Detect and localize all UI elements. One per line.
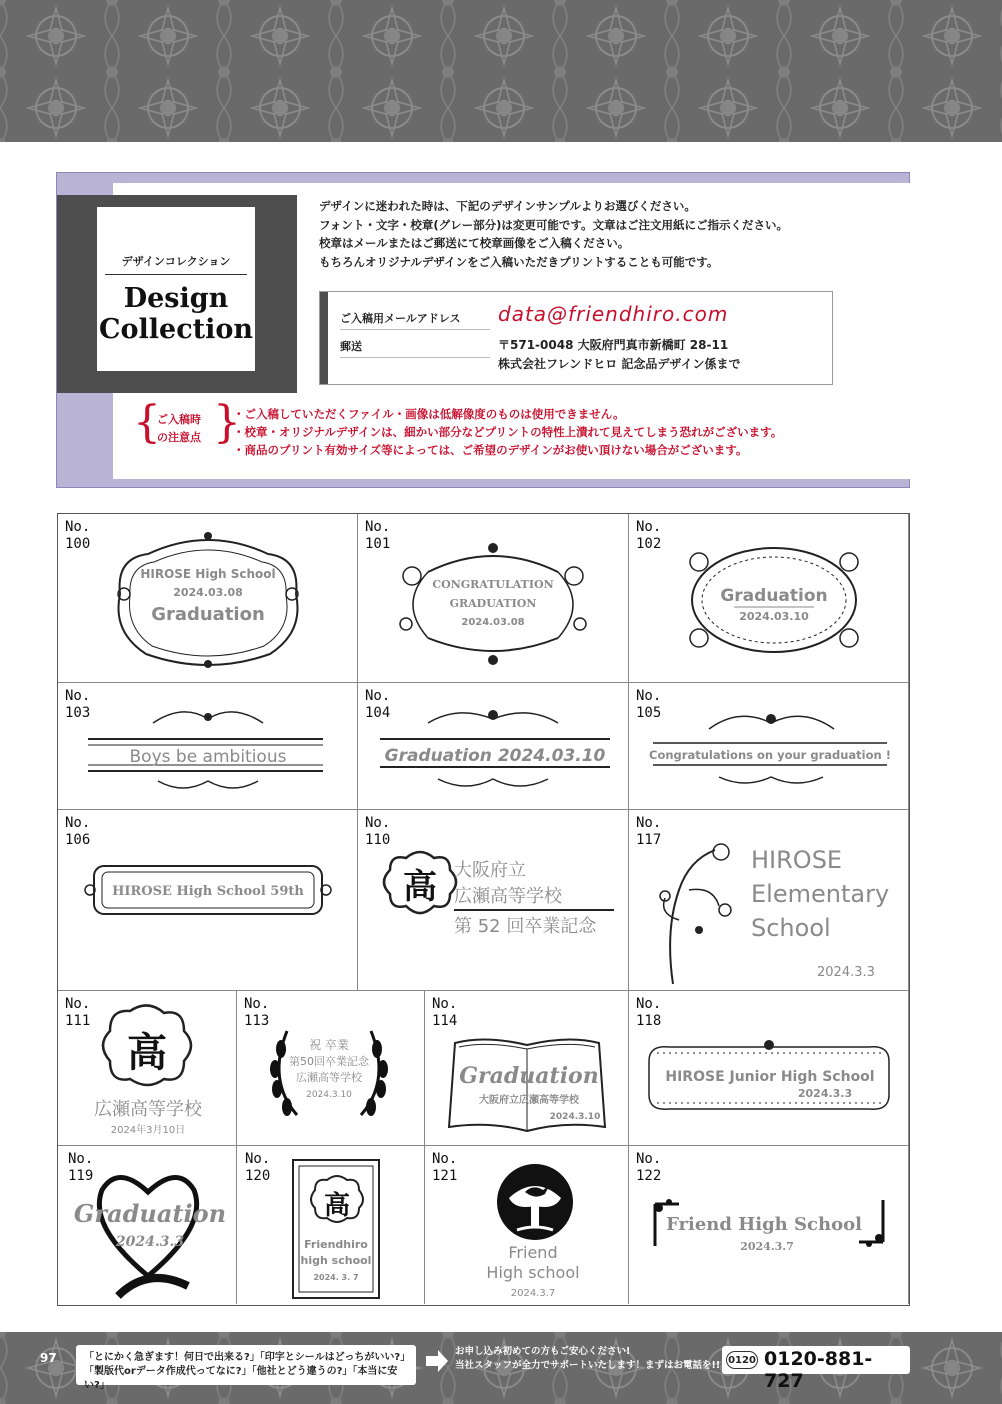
postal-address: [498, 336, 741, 374]
design-100[interactable]: [58, 514, 358, 683]
phone-number[interactable]: 0120-881-727: [764, 1348, 873, 1392]
emblem-kanji: 高: [323, 1191, 351, 1221]
design-text: 広瀬高等学校: [454, 886, 562, 907]
design-text: High school: [486, 1263, 580, 1282]
design-text: 2024.3.3: [115, 1234, 185, 1250]
design-text: 第 52 回卒業記念: [454, 916, 597, 937]
design-122[interactable]: [629, 1146, 909, 1304]
design-text: 2024.3.10: [306, 1090, 352, 1100]
design-111-art: [58, 991, 237, 1146]
title-jp: デザインコレクション: [105, 253, 247, 275]
design-text: 広瀬高等学校: [296, 1071, 362, 1084]
design-number: No. 118: [636, 996, 662, 1029]
design-118-art: [629, 991, 909, 1146]
design-text: 2024.3.7: [740, 1240, 794, 1253]
design-text: HIROSE High School: [140, 567, 276, 581]
notes-list: [233, 405, 782, 459]
design-number: No. 104: [365, 688, 391, 721]
design-102-art: [629, 514, 909, 683]
design-117[interactable]: [629, 810, 909, 991]
arrow-right-icon: [424, 1348, 450, 1374]
title-box: [57, 195, 297, 393]
header-pattern: [0, 0, 1002, 142]
design-number: No. 122: [636, 1151, 662, 1184]
design-text: high school: [300, 1254, 372, 1267]
design-text: CONGRATULATION: [432, 578, 554, 591]
intro-line: 校章はメールまたはご郵送にて校章画像をご入稿ください。: [319, 236, 630, 250]
design-103-art: [58, 683, 358, 810]
design-119-art: [58, 1146, 237, 1304]
emblem-kanji: 高: [403, 867, 437, 907]
damask-pattern-icon: [0, 0, 1002, 142]
faq-line: 「製版代orデータ作成代ってなに?」「他社とどう違うの?」「本当に安い?」: [84, 1366, 398, 1391]
design-113[interactable]: [237, 991, 425, 1146]
design-grid: [57, 513, 910, 1306]
note-item: ・ご入稿していただくファイル・画像は低解像度のものは使用できません。: [233, 407, 625, 421]
design-text: Graduation: [151, 604, 265, 625]
design-number: No. 105: [636, 688, 662, 721]
support-message: [455, 1345, 720, 1373]
design-text: Graduation: [459, 1063, 599, 1089]
intro-line: デザインに迷われた時は、下記のデザインサンプルよりお選びください。: [319, 199, 696, 213]
note-item: ・校章・オリジナルデザインは、細かい部分などプリントの特性上潰れて見えてしまう恐れがございます。: [233, 425, 783, 439]
design-text: Friendhiro: [304, 1238, 368, 1251]
design-121-art: [425, 1146, 629, 1304]
design-number: No. 111: [65, 996, 91, 1029]
post-label: 郵送: [340, 338, 490, 358]
design-121[interactable]: [425, 1146, 629, 1304]
design-text: 2024.03.10: [739, 610, 809, 623]
email-address[interactable]: data@friendhiro.com: [498, 302, 729, 326]
design-text: 2024.3.3: [797, 1087, 853, 1100]
faq-line: 「とにかく急ぎます！何日で出来る?」「印字とシールはどっちがいい?」: [84, 1352, 411, 1363]
sakura-emblem-icon: [311, 1176, 363, 1222]
right-brace-icon: }: [213, 397, 241, 448]
design-114[interactable]: [425, 991, 629, 1146]
design-text: 2024.3.10: [549, 1112, 601, 1122]
design-text: HIROSE High School 59th: [112, 884, 304, 899]
notes-label-line1: ご入稿時: [157, 413, 201, 426]
design-text: Friend High School: [666, 1214, 862, 1235]
design-110-art: [358, 810, 629, 991]
design-number: No. 100: [65, 519, 91, 552]
design-number: No. 103: [65, 688, 91, 721]
design-text: Graduation 2024.03.10: [384, 746, 606, 766]
design-text: 2024.3.7: [510, 1288, 556, 1299]
intro-panel: [56, 172, 910, 488]
design-text: Congratulations on your graduation !: [649, 748, 891, 762]
design-text: 2024. 3. 7: [313, 1273, 359, 1282]
design-101-art: [358, 514, 629, 683]
design-101[interactable]: [358, 514, 629, 683]
design-111[interactable]: [58, 991, 237, 1146]
design-100-art: [58, 514, 358, 683]
support-line: 当社スタッフが全力でサポートいたします！まずはお電話を!!: [455, 1360, 721, 1371]
design-103[interactable]: [58, 683, 358, 810]
design-106-art: [58, 810, 358, 991]
title-en: [97, 283, 255, 345]
design-104[interactable]: [358, 683, 629, 810]
design-number: No. 102: [636, 519, 662, 552]
faq-box: [76, 1345, 416, 1391]
design-117-art: [629, 810, 909, 991]
design-113-art: [237, 991, 425, 1146]
design-106[interactable]: [58, 810, 358, 991]
design-text: Boys be ambitious: [129, 747, 287, 767]
design-number: No. 121: [432, 1151, 458, 1184]
design-120[interactable]: [237, 1146, 425, 1304]
intro-line: もちろんオリジナルデザインをご入稿いただきプリントすることも可能です。: [319, 254, 719, 269]
design-110[interactable]: [358, 810, 629, 991]
design-118[interactable]: [629, 991, 909, 1146]
design-text: 第50回卒業記念: [289, 1055, 369, 1068]
support-line: お申し込み初めての方もご安心ください!: [455, 1346, 631, 1357]
design-number: No. 120: [245, 1151, 271, 1184]
design-text: School: [751, 914, 831, 942]
design-122-art: [629, 1146, 909, 1304]
design-text: 2024.3.3: [817, 965, 875, 980]
notes-label: [149, 411, 209, 447]
intro-text: [319, 197, 788, 271]
design-number: No. 110: [365, 815, 391, 848]
title-en-line2: Collection: [99, 314, 253, 345]
design-105[interactable]: [629, 683, 909, 810]
title-card: [97, 207, 255, 371]
design-number: No. 117: [636, 815, 662, 848]
design-119[interactable]: [58, 1146, 237, 1304]
design-number: No. 113: [244, 996, 270, 1029]
design-text: HIROSE: [751, 846, 843, 874]
contact-bar: [320, 292, 328, 384]
address-line1: 〒571-0048 大阪府門真市新橋町 28-11: [498, 338, 729, 352]
design-text: GRADUATION: [449, 597, 537, 610]
design-104-art: [358, 683, 629, 810]
freedial-icon: 0120: [726, 1351, 758, 1369]
design-number: No. 101: [365, 519, 391, 552]
design-text: Elementary: [751, 880, 890, 908]
sakura-emblem-icon: [384, 852, 456, 913]
design-text: 2024年3月10日: [110, 1125, 186, 1136]
intro-line: フォント・文字・校章(グレー部分)は変更可能です。文章はご注文用紙にご指示ください。: [319, 217, 789, 232]
design-text: 2024.03.08: [173, 586, 243, 599]
contact-box: [319, 291, 833, 385]
design-number: No. 106: [65, 815, 91, 848]
design-number: No. 114: [432, 996, 458, 1029]
design-number: No. 119: [68, 1151, 94, 1184]
sakura-emblem-icon: [103, 1005, 191, 1085]
phone-box[interactable]: [722, 1346, 910, 1392]
address-line2: 株式会社フレンドヒロ 記念品デザイン係まで: [498, 357, 741, 371]
design-text: 大阪府立: [454, 860, 526, 881]
notes-label-line2: の注意点: [157, 431, 201, 444]
design-114-art: [425, 991, 629, 1146]
design-105-art: [629, 683, 909, 810]
email-label: ご入稿用メールアドレス: [340, 310, 490, 330]
design-102[interactable]: [629, 514, 909, 683]
left-brace-icon: {: [133, 397, 161, 448]
design-120-art: [237, 1146, 425, 1304]
design-text: Graduation: [720, 586, 828, 606]
note-item: ・商品のプリント有効サイズ等によっては、ご希望のデザインがお使い頂けない場合がございます。: [233, 443, 748, 457]
tree-bird-emblem-icon: [497, 1164, 573, 1240]
emblem-kanji: 高: [127, 1030, 167, 1076]
design-text: 祝 卒業: [309, 1038, 349, 1052]
page-number: 97: [40, 1351, 57, 1365]
design-text: 2024.03.08: [461, 617, 525, 628]
design-text: 広瀬高等学校: [94, 1099, 202, 1120]
design-text: HIROSE Junior High School: [665, 1069, 875, 1085]
design-text: 大阪府立広瀬高等学校: [479, 1095, 579, 1106]
title-en-line1: Design: [123, 283, 229, 314]
design-text: Graduation: [73, 1199, 227, 1228]
design-text: Friend: [508, 1243, 558, 1262]
